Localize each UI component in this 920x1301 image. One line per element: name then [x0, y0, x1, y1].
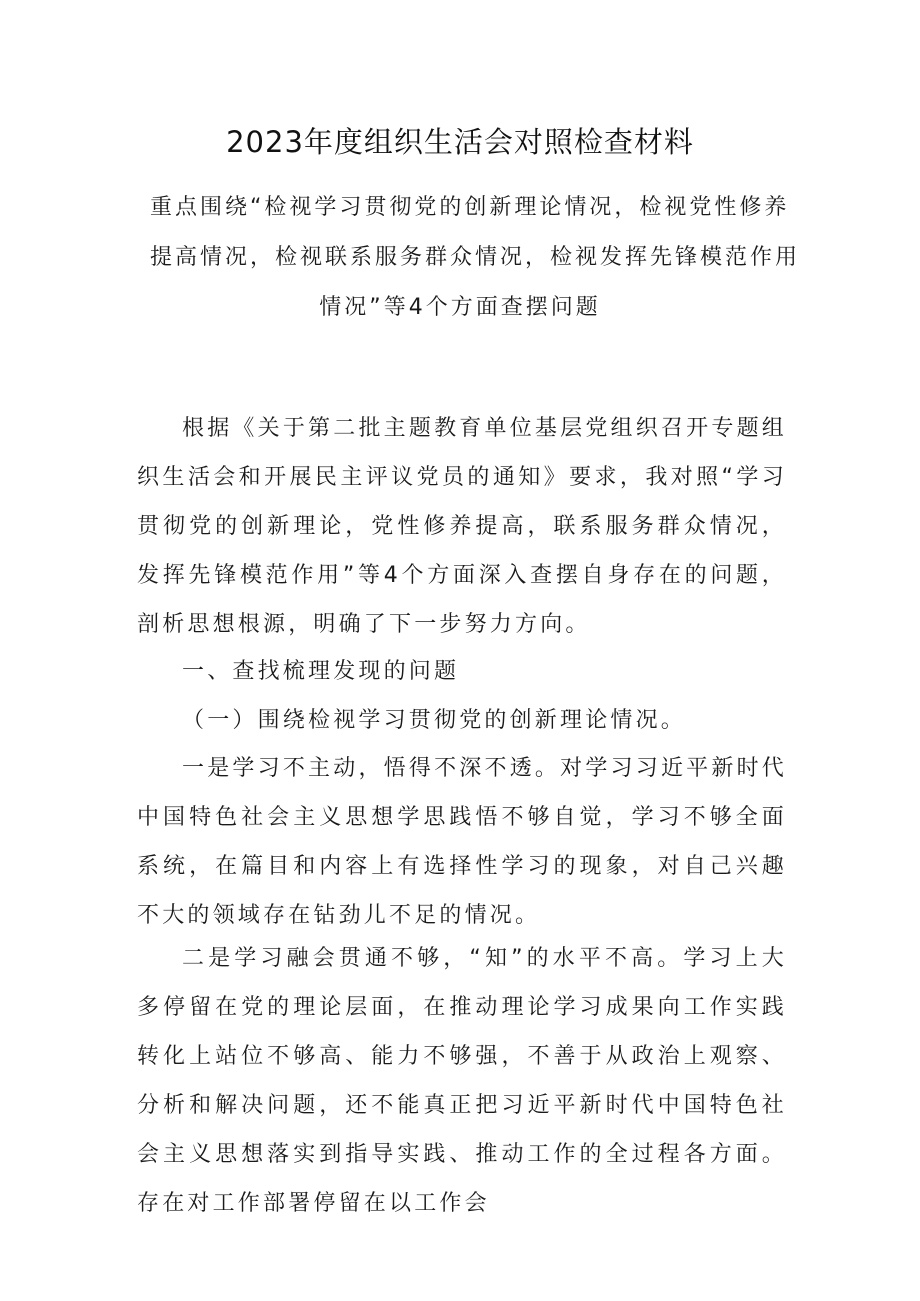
subtitle-line-2: 提高情况，检视联系服务群众情况，检视发挥先锋模范作用 [150, 245, 801, 270]
intro-paragraph: 根据《关于第二批主题教育单位基层党组织召开专题组织生活会和开展民主评议党员的通知》要求，我对照“学习贯彻党的创新理论，党性修养提高，联系服务群众情况，发挥先锋模范作用”等4个方面深入查摆自身存在的问题，剖析思想根源，明确了下一步努力方向。 [137, 416, 787, 637]
point-two-paragraph: 二是学习融会贯通不够，“知”的水平不高。学习上大多停留在党的理论层面，在推动理论学习成果向工作实践转化上站位不够高、能力不够强，不善于从政治上观察、分析和解决问题，还不能真正把习近平新时代中国特色社会主义思想落实到指导实践、推动工作的全过程各方面。存在对工作部署停留在以工作会 [137, 946, 787, 1216]
subtitle-line-3: 情况”等4个方面查摆问题 [319, 295, 601, 320]
subsection-heading: （一）围绕检视学习贯彻党的创新理论情况。 [182, 708, 687, 733]
section-heading: 一、查找梳理发现的问题 [182, 659, 460, 684]
document-title: 2023年度组织生活会对照检查材料 [226, 125, 694, 159]
subtitle-line-1: 重点围绕“检视学习贯彻党的创新理论情况，检视党性修养 [150, 195, 790, 220]
point-one-paragraph: 一是学习不主动，悟得不深不透。对学习习近平新时代中国特色社会主义思想学思践悟不够自觉，学习不够全面系统，在篇目和内容上有选择性学习的现象，对自己兴趣不大的领域存在钻劲儿不足的情况。 [137, 756, 787, 928]
